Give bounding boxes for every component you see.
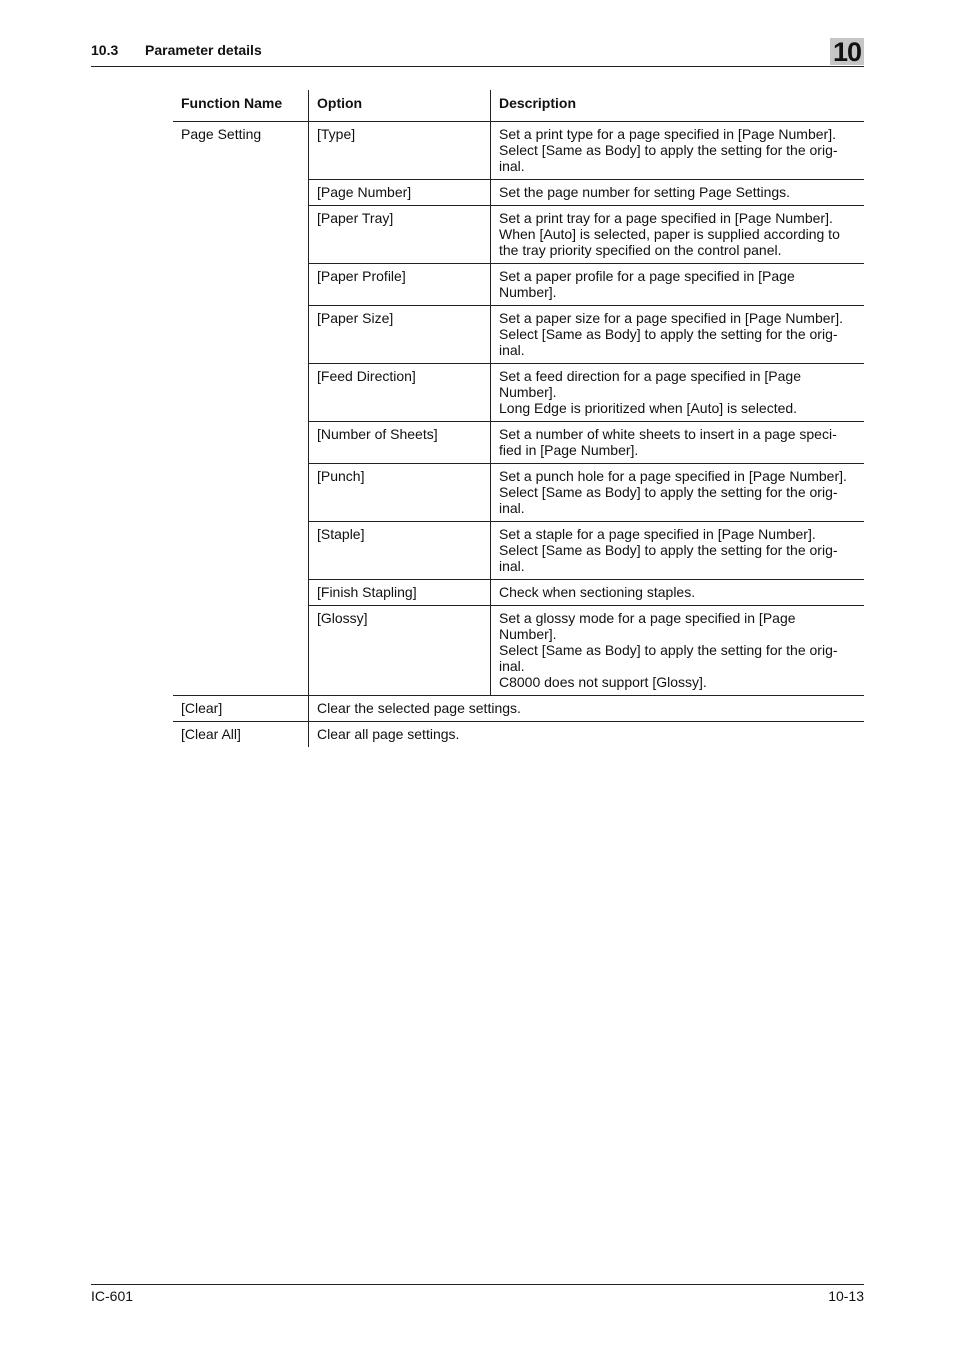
description-cell (491, 306, 865, 364)
description-cell (491, 180, 865, 206)
column-header-option: Option (309, 90, 491, 122)
description-cell (491, 606, 865, 696)
description-line: Set a paper size for a page specified in [Page Number]. (499, 310, 843, 326)
column-header-function-name: Function Name (173, 90, 309, 122)
description-line: inal. (499, 342, 525, 358)
description-line: Set a print tray for a page specified in [Page Number]. (499, 210, 833, 226)
description-line: Set a glossy mode for a page specified in [Page (499, 610, 796, 626)
description-line: inal. (499, 658, 525, 674)
chapter-badge: 10 (830, 38, 864, 65)
description-line: Number]. (499, 626, 557, 642)
description-line: Set a print type for a page specified in [Page Number]. (499, 126, 836, 142)
option-cell: [Paper Tray] (309, 206, 491, 264)
description-line: Select [Same as Body] to apply the setting for the orig- (499, 142, 838, 158)
description-line: Set a number of white sheets to insert in a page speci- (499, 426, 837, 442)
function-name-cell: Page Setting (173, 122, 309, 696)
description-cell (491, 264, 865, 306)
description-line: Select [Same as Body] to apply the setting for the orig- (499, 484, 838, 500)
function-name-cell: [Clear All] (173, 722, 309, 748)
option-cell: [Page Number] (309, 180, 491, 206)
description-line: Number]. (499, 284, 557, 300)
description-line: Long Edge is prioritized when [Auto] is selected. (499, 400, 798, 416)
option-cell: [Number of Sheets] (309, 422, 491, 464)
description-line: C8000 does not support [Glossy]. (499, 674, 707, 690)
description-cell (491, 422, 865, 464)
description-line: Select [Same as Body] to apply the setting for the orig- (499, 326, 838, 342)
description-line: Number]. (499, 384, 557, 400)
function-name-cell: [Clear] (173, 696, 309, 722)
page-footer (91, 1284, 864, 1304)
table-row (173, 122, 864, 180)
description-line: Set a punch hole for a page specified in [Page Number]. (499, 468, 847, 484)
footer-page-number: 10-13 (828, 1288, 864, 1304)
description-line: inal. (499, 158, 525, 174)
description-line: Set a feed direction for a page specified in [Page (499, 368, 801, 384)
description-line: fied in [Page Number]. (499, 442, 639, 458)
table-row (173, 696, 864, 722)
description-cell (491, 122, 865, 180)
option-cell: [Paper Size] (309, 306, 491, 364)
description-cell: Clear all page settings. (309, 722, 865, 748)
description-cell (491, 364, 865, 422)
parameter-table (173, 90, 864, 747)
option-cell: [Staple] (309, 522, 491, 580)
description-line: Select [Same as Body] to apply the setting for the orig- (499, 642, 838, 658)
page-header (91, 37, 864, 67)
description-cell (491, 522, 865, 580)
description-line: the tray priority specified on the control panel. (499, 242, 782, 258)
description-cell (491, 580, 865, 606)
description-cell: Clear the selected page settings. (309, 696, 865, 722)
column-header-description: Description (491, 90, 865, 122)
description-line: inal. (499, 500, 525, 516)
option-cell: [Type] (309, 122, 491, 180)
description-line: inal. (499, 558, 525, 574)
option-cell: [Paper Profile] (309, 264, 491, 306)
description-line: Set a paper profile for a page specified in [Page (499, 268, 795, 284)
option-cell: [Punch] (309, 464, 491, 522)
section-number: 10.3 (91, 42, 119, 58)
option-cell: [Feed Direction] (309, 364, 491, 422)
table-row (173, 722, 864, 748)
description-line: Set the page number for setting Page Settings. (499, 184, 791, 200)
description-line: Select [Same as Body] to apply the setting for the orig- (499, 542, 838, 558)
option-cell: [Finish Stapling] (309, 580, 491, 606)
section-title: Parameter details (145, 42, 262, 58)
description-line: When [Auto] is selected, paper is supplied according to (499, 226, 840, 242)
table-header-row (173, 90, 864, 122)
description-cell (491, 206, 865, 264)
footer-model: IC-601 (91, 1288, 134, 1304)
description-cell (491, 464, 865, 522)
description-line: Check when sectioning staples. (499, 584, 696, 600)
option-cell: [Glossy] (309, 606, 491, 696)
description-line: Set a staple for a page specified in [Page Number]. (499, 526, 816, 542)
